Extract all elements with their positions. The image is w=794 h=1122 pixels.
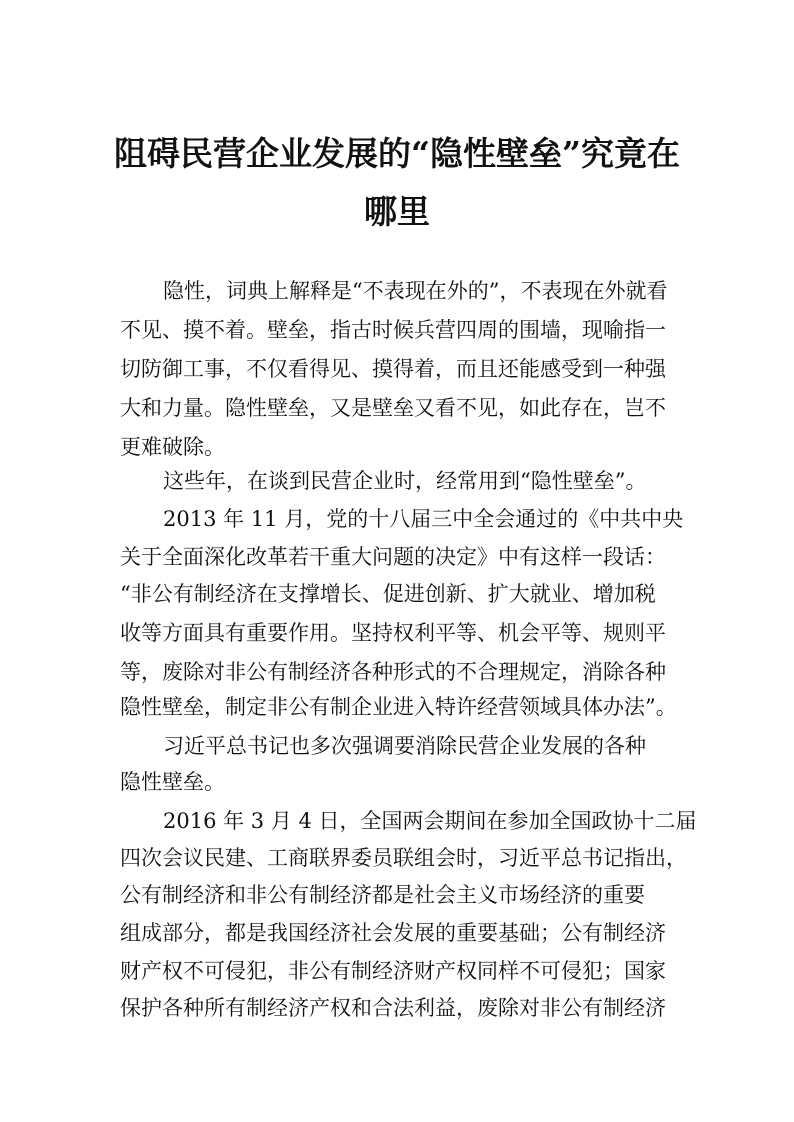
text-line-17: 公有制经济和非公有制经济都是社会主义市场经济的重要	[120, 883, 645, 907]
text-line-4: 大和力量。隐性壁垒，又是壁垒又看不见，如此存在，岂不	[120, 396, 666, 420]
text-line-12: 隐性壁垒，制定非公有制企业进入特许经营领域具体办法”。	[120, 695, 677, 719]
text-line-2: 不见、摸不着。壁垒，指古时候兵营四周的围墙，现喻指一	[120, 318, 666, 342]
text-line-14: 隐性壁垒。	[120, 770, 225, 794]
text-line-7: 2013 年 11 月，党的十八届三中全会通过的《中共中央	[163, 507, 684, 531]
text-line-19: 财产权不可侵犯，非公有制经济财产权同样不可侵犯；国家	[120, 959, 666, 983]
text-line-13: 习近平总书记也多次强调要消除民营企业发展的各种	[163, 734, 646, 758]
text-line-3: 切防御工事，不仅看得见、摸得着，而且还能感受到一种强	[120, 357, 666, 381]
text-line-9: “非公有制经济在支撑增长、促进创新、扩大就业、增加税	[120, 582, 656, 606]
document-title-line-2: 哪里	[364, 192, 430, 231]
text-line-20: 保护各种所有制经济产权和合法利益，废除对非公有制经济	[120, 996, 666, 1020]
text-line-15: 2016 年 3 月 4 日，全国两会期间在参加全国政协十二届	[163, 809, 697, 833]
text-line-8: 关于全面深化改革若干重大问题的决定》中有这样一段话：	[120, 545, 666, 569]
text-line-10: 收等方面具有重要作用。坚持权利平等、机会平等、规则平	[120, 621, 666, 645]
text-line-6: 这些年，在谈到民营企业时，经常用到“隐性壁垒”。	[163, 469, 647, 493]
text-line-18: 组成部分，都是我国经济社会发展的重要基础；公有制经济	[120, 921, 666, 945]
text-line-16: 四次会议民建、工商联界委员联组会时，习近平总书记指出，	[120, 846, 687, 870]
text-line-5: 更难破除。	[120, 435, 225, 459]
text-line-1: 隐性，词典上解释是“不表现在外的”，不表现在外就看	[163, 279, 668, 303]
text-line-11: 等，废除对非公有制经济各种形式的不合理规定，消除各种	[120, 660, 666, 684]
document-title-line-1: 阻碍民营企业发展的“隐性壁垒”究竟在	[114, 134, 680, 173]
